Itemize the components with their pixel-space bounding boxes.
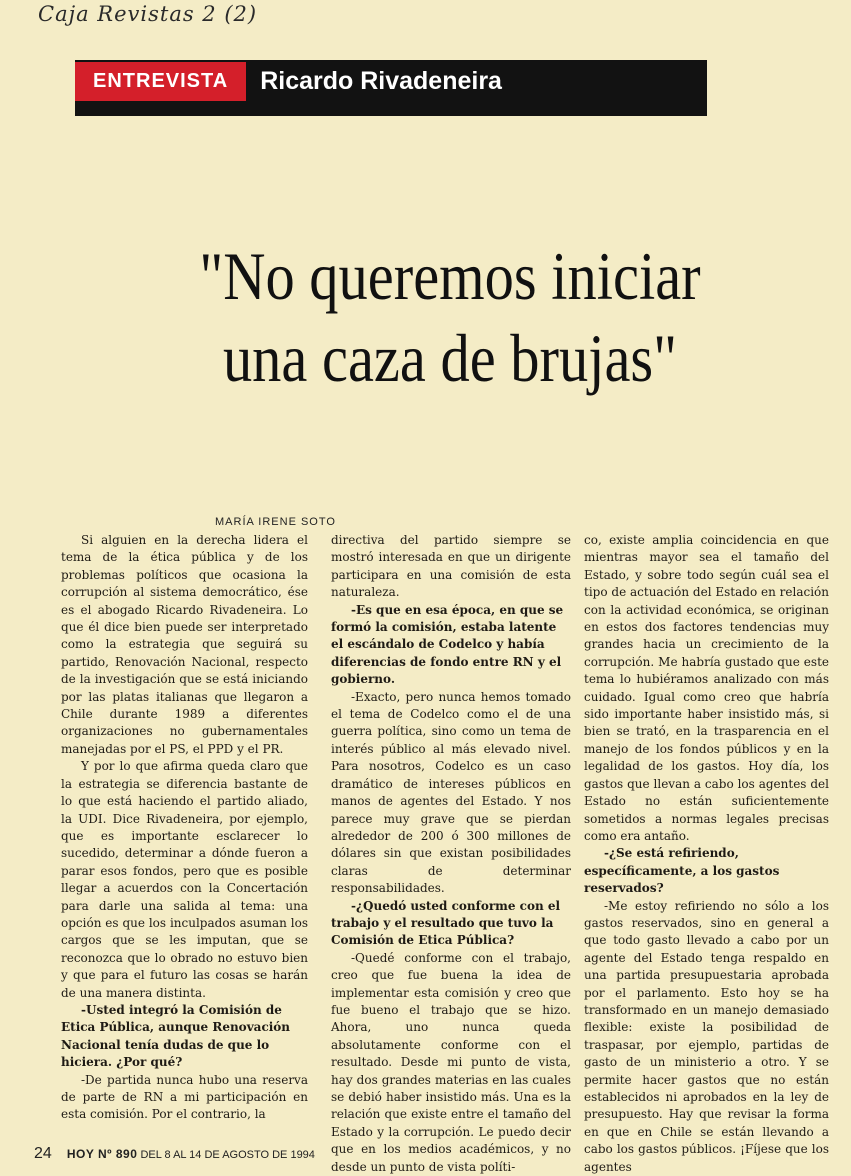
headline-line-1: "No queremos iniciar — [199, 238, 701, 314]
page-number: 24 — [34, 1145, 52, 1162]
paragraph: directiva del partido siempre se mostró interesada en que un dirigente participara en una comisión de esta naturaleza. — [331, 533, 571, 600]
paragraph: co, existe amplia coincidencia en que mientras mayor sea el tamaño del Estado, y sobre todo según cuál sea el tipo de actuación del Estado en relación con la actividad económica, se originan en estos dos factores tendencias muy grandes hacia un crecimiento de la corrupción. Me habría gustado que este tema lo hubiéramos analizado con más cuidado. Igual como creo que habría sido importante haber insistido más, si bien se trató, en la trasparencia en el manejo de los fondos públicos y en la legalidad de los gastos. Hoy día, los gastos que llevan a cabo los agentes del Estado no están suficientemente sometidos a normas legales precisas como era antaño. — [584, 533, 829, 843]
paragraph: -Exacto, pero nunca hemos tomado el tema de Codelco como el de una guerra política, sino como un tema de interés público al más elevado nivel. Para nosotros, Codelco es un caso dramático de intereses públicos en manos de agentes del Estado. Y nos parece muy grave que se pierdan alrededor de 200 ó 300 millones de dólares sin que existan posibilidades claras de determinar responsabilidades. — [331, 689, 571, 896]
column-2 — [331, 532, 571, 1174]
paragraph: -Me estoy refiriendo no sólo a los gastos reservados, sino en general a que todo gasto llevado a cabo por un agente del Estado tenga respaldo en una partida presupuestaria aprobada por el parlamento. Esto hoy se ha transformado en un manejo demasiado flexible: existe la posibilidad de traspasar, por ejemplo, partidas de gasto de un ministerio a otro. Y se permite hacer gastos que no están establecidos ni aprobados en la ley de presupuesto. Hay que revisar la forma en que en Chile se están llevando a cabo los gastos públicos. ¡Fíjese que los agentes — [584, 898, 829, 1174]
section-header — [75, 60, 707, 116]
headline — [63, 235, 837, 399]
question: -¿Quedó usted conforme con el trabajo y el resultado que tuvo la Comisión de Etica Pública? — [331, 898, 561, 948]
question: -Es que en esa época, en que se formó la comisión, estaba latente el escándalo de Codelco y había diferencias de fondo entre RN y el gobierno. — [331, 602, 564, 687]
paragraph: -De partida nunca hubo una reserva de parte de RN a mi participación en esta comisión. Por el contrario, la — [61, 1072, 308, 1122]
interviewee-name: Ricardo Rivadeneira — [260, 66, 502, 95]
paragraph: Y por lo que afirma queda claro que la estrategia se diferencia bastante de lo que está haciendo el partido aliado, la UDI. Dice Rivadeneira, por ejemplo, que es importante esclarecer lo sucedido, determinar a dónde fueron a parar esos fondos, pero que es posible llegar a acuerdos con la Concertación para darle una salida al tema: una opción es que los inculpados asuman los cargos que se les imputan, que se reconozca que lo obrado no estuvo bien y que para el futuro las cosas se harán de una manera distinta. — [61, 759, 308, 1000]
paragraph: Si alguien en la derecha lidera el tema de la ética pública y de los problemas políticos que ocasiona la corrupción al sistema democrático, ése es el abogado Ricardo Rivadeneira. Lo que él dice bien puede ser interpretado como la estrategia que seguirá su partido, Renovación Nacional, respecto de la investigación que se está iniciando por las platas italianas que llegaron a Chile durante 1989 a diferentes organizaciones no gubernamentales manejadas por el PS, el PPD y el PR. — [61, 533, 308, 756]
paragraph: -Quedé conforme con el trabajo, creo que fue buena la idea de implementar esta comisión y creo que fue bueno el trabajo que se hizo. Ahora, uno nunca queda absolutamente conforme con el resultado. Desde mi punto de vista, hay dos grandes materias en las cuales se debió haber insistido más. Una es la relación que existe entre el tamaño del Estado y la corrupción. Le puedo decir que en los medios académicos, y no desde un punto de vista políti- — [331, 950, 571, 1174]
byline: MARÍA IRENE SOTO — [215, 516, 336, 528]
section-label: ENTREVISTA — [75, 62, 246, 101]
question: -Usted integró la Comisión de Etica Pública, aunque Renovación Nacional tenía dudas de que lo hiciera. ¿Por qué? — [61, 1002, 291, 1070]
question: -¿Se está refiriendo, específicamente, a los gastos reservados? — [584, 846, 780, 896]
headline-line-2: una caza de brujas" — [222, 320, 678, 396]
column-1 — [61, 532, 308, 1137]
page-footer — [34, 1145, 315, 1163]
column-3 — [584, 532, 829, 1174]
magazine-issue: HOY Nº 890 — [66, 1147, 138, 1161]
issue-dates: DEL 8 AL 14 DE AGOSTO DE 1994 — [140, 1149, 315, 1161]
handwritten-annotation: Caja Revistas 2 (2) — [38, 2, 258, 26]
